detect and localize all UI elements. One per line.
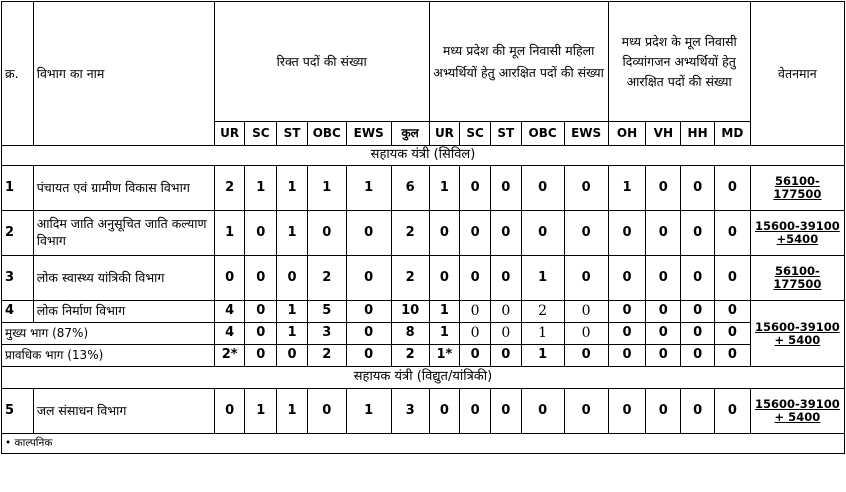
value-cell: 0 (646, 211, 681, 256)
value-cell: 0 (346, 301, 391, 323)
value-cell: 1 (277, 211, 308, 256)
value-cell: 4 (214, 301, 245, 323)
value-cell: 0 (681, 211, 715, 256)
table-row (2, 256, 845, 301)
value-cell: 0 (608, 301, 646, 323)
row-dept-name: लोक स्वास्थ्य यांत्रिकी विभाग (33, 256, 214, 301)
value-cell: 0 (277, 256, 308, 301)
value-cell: 1 (277, 166, 308, 211)
value-cell: 1 (346, 166, 391, 211)
value-cell: 2 (307, 345, 346, 367)
header-payscale: वेतनमान (750, 2, 844, 146)
value-cell: 0 (681, 345, 715, 367)
value-cell: 0 (460, 211, 491, 256)
value-cell: 0 (646, 301, 681, 323)
table-row (2, 323, 845, 345)
value-cell: 0 (460, 323, 491, 345)
value-cell: 1 (608, 166, 646, 211)
payscale-cell: 56100-177500 (750, 256, 844, 301)
header-dept-name: विभाग का नाम (33, 2, 214, 146)
value-cell: 0 (521, 389, 564, 434)
value-cell: 0 (460, 166, 491, 211)
value-cell: 0 (564, 301, 608, 323)
row-sub-name: मुख्य भाग (87%) (2, 323, 215, 345)
value-cell: 0 (490, 211, 521, 256)
subheader-cell: OBC (307, 122, 346, 146)
value-cell: 1 (277, 323, 308, 345)
value-cell: 0 (564, 256, 608, 301)
value-cell: 0 (521, 211, 564, 256)
value-cell: 0 (608, 345, 646, 367)
payscale-cell: 15600-39100 + 5400 (750, 301, 844, 367)
header-women-reserved: मध्य प्रदेश की मूल निवासी महिला अभ्यर्थियों हेतु आरक्षित पदों की संख्या (429, 2, 608, 122)
value-cell: 1 (521, 256, 564, 301)
value-cell: 1 (307, 166, 346, 211)
subheader-cell: EWS (564, 122, 608, 146)
value-cell: 0 (245, 323, 277, 345)
footnote: • काल्पनिक (2, 434, 845, 454)
subheader-cell: OH (608, 122, 646, 146)
header-serial: क्र. (2, 2, 34, 146)
subheader-cell: ST (490, 122, 521, 146)
value-cell: 0 (346, 323, 391, 345)
value-cell: 1 (521, 323, 564, 345)
value-cell: 10 (391, 301, 429, 323)
value-cell: 0 (307, 389, 346, 434)
value-cell: 0 (490, 166, 521, 211)
value-cell: 0 (681, 166, 715, 211)
value-cell: 1 (521, 345, 564, 367)
value-cell: 1 (429, 166, 460, 211)
row-serial: 2 (2, 211, 34, 256)
table-row (2, 389, 845, 434)
value-cell: 3 (391, 389, 429, 434)
row-dept-name: जल संसाधन विभाग (33, 389, 214, 434)
value-cell: 0 (460, 389, 491, 434)
value-cell: 0 (460, 345, 491, 367)
value-cell: 0 (714, 323, 750, 345)
value-cell: 0 (714, 211, 750, 256)
value-cell: 0 (245, 301, 277, 323)
value-cell: 0 (307, 211, 346, 256)
value-cell: 0 (646, 323, 681, 345)
header-disabled-reserved: मध्य प्रदेश के मूल निवासी दिव्यांगजन अभ्यर्थियों हेतु आरक्षित पदों की संख्या (608, 2, 750, 122)
row-dept-name: लोक निर्माण विभाग (33, 301, 214, 323)
value-cell: 0 (646, 256, 681, 301)
vacancy-table (1, 1, 845, 454)
value-cell: 1 (346, 389, 391, 434)
value-cell: 0 (714, 389, 750, 434)
value-cell: 0 (646, 345, 681, 367)
value-cell: 0 (714, 345, 750, 367)
value-cell: 0 (714, 256, 750, 301)
value-cell: 0 (245, 211, 277, 256)
row-dept-name: आदिम जाति अनुसूचित जाति कल्याण विभाग (33, 211, 214, 256)
value-cell: 8 (391, 323, 429, 345)
value-cell: 1 (245, 389, 277, 434)
value-cell: 4 (214, 323, 245, 345)
value-cell: 0 (714, 301, 750, 323)
row-serial: 5 (2, 389, 34, 434)
header-vacant-posts: रिक्त पदों की संख्या (214, 2, 429, 122)
section-row (2, 367, 845, 389)
subheader-cell: HH (681, 122, 715, 146)
value-cell: 6 (391, 166, 429, 211)
section-title-civil: सहायक यंत्री (सिविल) (2, 146, 845, 166)
subheader-cell: OBC (521, 122, 564, 146)
value-cell: 0 (346, 256, 391, 301)
table-row (2, 345, 845, 367)
value-cell: 0 (646, 389, 681, 434)
value-cell: 0 (608, 389, 646, 434)
value-cell: 0 (490, 323, 521, 345)
value-cell: 0 (245, 256, 277, 301)
value-cell: 5 (307, 301, 346, 323)
value-cell: 0 (608, 211, 646, 256)
value-cell: 1 (277, 389, 308, 434)
subheader-cell: UR (429, 122, 460, 146)
value-cell: 3 (307, 323, 346, 345)
value-cell: 0 (608, 256, 646, 301)
value-cell: 2* (214, 345, 245, 367)
value-cell: 2 (307, 256, 346, 301)
value-cell: 0 (681, 389, 715, 434)
value-cell: 0 (681, 323, 715, 345)
value-cell: 0 (490, 345, 521, 367)
row-serial: 3 (2, 256, 34, 301)
value-cell: 0 (608, 323, 646, 345)
value-cell: 0 (646, 166, 681, 211)
value-cell: 0 (429, 211, 460, 256)
table-row (2, 211, 845, 256)
payscale-cell: 15600-39100 +5400 (750, 211, 844, 256)
value-cell: 2 (391, 345, 429, 367)
row-serial: 4 (2, 301, 34, 323)
value-cell: 0 (460, 256, 491, 301)
value-cell: 0 (564, 345, 608, 367)
value-cell: 0 (564, 389, 608, 434)
value-cell: 0 (521, 166, 564, 211)
value-cell: 0 (490, 301, 521, 323)
value-cell: 0 (490, 389, 521, 434)
value-cell: 0 (429, 389, 460, 434)
value-cell: 0 (245, 345, 277, 367)
value-cell: 0 (564, 166, 608, 211)
value-cell: 0 (714, 166, 750, 211)
subheader-cell: SC (460, 122, 491, 146)
value-cell: 0 (564, 323, 608, 345)
value-cell: 1 (245, 166, 277, 211)
row-dept-name: पंचायत एवं ग्रामीण विकास विभाग (33, 166, 214, 211)
value-cell: 0 (346, 345, 391, 367)
value-cell: 1 (214, 211, 245, 256)
subheader-cell: VH (646, 122, 681, 146)
value-cell: 1 (277, 301, 308, 323)
subheader-cell: UR (214, 122, 245, 146)
value-cell: 0 (460, 301, 491, 323)
value-cell: 0 (346, 211, 391, 256)
value-cell: 1 (429, 323, 460, 345)
subheader-cell: कुल (391, 122, 429, 146)
value-cell: 2 (521, 301, 564, 323)
subheader-cell: EWS (346, 122, 391, 146)
payscale-cell: 15600-39100 + 5400 (750, 389, 844, 434)
section-row (2, 146, 845, 166)
value-cell: 2 (391, 211, 429, 256)
value-cell: 2 (391, 256, 429, 301)
subheader-cell: SC (245, 122, 277, 146)
row-serial: 1 (2, 166, 34, 211)
value-cell: 1 (429, 301, 460, 323)
value-cell: 0 (277, 345, 308, 367)
footnote-row (2, 434, 845, 454)
table-row (2, 166, 845, 211)
value-cell: 0 (214, 256, 245, 301)
value-cell: 0 (564, 211, 608, 256)
section-title-electrical: सहायक यंत्री (विद्युत/यांत्रिकी) (2, 367, 845, 389)
value-cell: 0 (429, 256, 460, 301)
subheader-cell: MD (714, 122, 750, 146)
table-row (2, 301, 845, 323)
value-cell: 0 (681, 256, 715, 301)
subheader-cell: ST (277, 122, 308, 146)
payscale-cell: 56100-177500 (750, 166, 844, 211)
value-cell: 0 (490, 256, 521, 301)
value-cell: 2 (214, 166, 245, 211)
row-sub-name: प्रावधिक भाग (13%) (2, 345, 215, 367)
value-cell: 1* (429, 345, 460, 367)
value-cell: 0 (214, 389, 245, 434)
value-cell: 0 (681, 301, 715, 323)
header-row (2, 2, 845, 122)
